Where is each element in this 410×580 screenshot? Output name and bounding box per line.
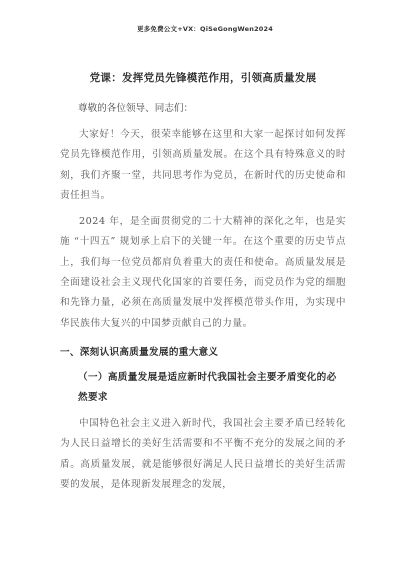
section-heading: 一、深刻认识高质量发展的重大意义: [60, 346, 219, 358]
greeting-line: 尊敬的各位领导、同志们：: [78, 103, 194, 114]
header-watermark: 更多免费公文+VX：QiSeGongWen2024: [137, 25, 273, 33]
document-body: [60, 70, 346, 501]
section-paragraph: 中国特色社会主义进入新时代，我国社会主要矛盾已经转化为人民日益增长的美好生活需要和不平衡不充分的发展之间的矛盾。高质量发展，就是能够很好满足人民日益增长的美好生活需要的发展，是体现新发展理念的发展，: [60, 417, 346, 490]
context-paragraph: 2024 年，是全面贯彻党的二十大精神的深化之年，也是实施 “十四五” 规划承上启下的关键一年。在这个重要的历史节点上，我们每一位党员都肩负着重大的责任和使命。高质量发展是全面建设社会主义现代化国家的首要任务，而党员作为党的细胞和先锋力量，必须在高质量发展中发挥模范带头作用，为实现中华民族伟大复兴的中国梦贡献自己的力量。: [60, 216, 346, 329]
intro-paragraph: 大家好！今天，很荣幸能够在这里和大家一起探讨如何发挥党员先锋模范作用，引领高质量发展。在这个具有特殊意义的时刻，我们齐聚一堂，共同思考作为党员，在新时代的历史使命和责任担当。: [60, 129, 346, 201]
document-title: 党课：发挥党员先锋模范作用，引领高质量发展: [89, 72, 317, 84]
subsection-heading: （一）高质量发展是适应新时代我国社会主要矛盾变化的必然要求: [78, 371, 337, 403]
